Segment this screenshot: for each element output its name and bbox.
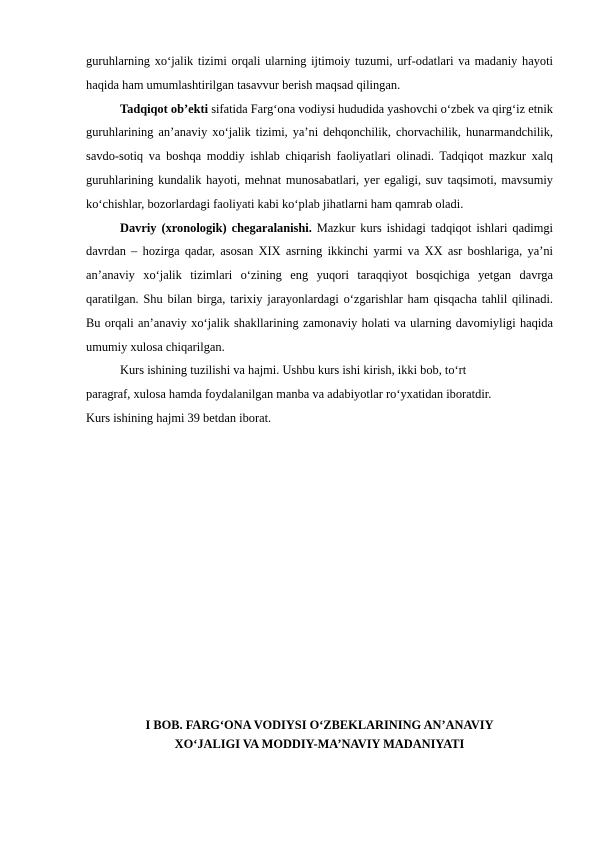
- paragraph-research-object: [86, 98, 553, 217]
- chapter-heading: [86, 716, 553, 754]
- paragraph-heading: Kurs ishining tuzilishi va hajmi.: [120, 363, 280, 378]
- chapter-heading-line: XO‘JALIGI VA MODDIY-MA’NAVIY MADANIYATI: [174, 737, 465, 751]
- paragraph-text: Ushbu kurs ishi kirish, ikki bob, to‘rt: [279, 363, 467, 378]
- body-text: [86, 50, 553, 431]
- chapter-heading-line: I BOB. FARG‘ONA VODIYSI O‘ZBEKLARINING AN’ANAVIY: [145, 718, 494, 732]
- paragraph-intro-continuation: [86, 50, 553, 98]
- paragraph-line: paragraf, xulosa hamda foydalanilgan manba va adabiyotlar ro‘yxatidan iboratdir.: [86, 387, 492, 402]
- paragraph-line: [86, 359, 553, 383]
- paragraph-heading: Davriy (xronologik) chegaralanishi.: [120, 220, 312, 235]
- paragraph-text: Mazkur kurs ishidagi tadqiqot ishlari qadimgi davrdan – hozirga qadar, asosan XIX asrning ikkinchi yarmi va XX asr boshlariga, ya’ni an’anaviy xo‘jalik tizimlari o‘zining eng yuqori taraqqiyot bosqichiga yetgan davrga qaratilgan. Shu bilan birga, tarixiy jarayonlardagi o‘zgarishlar ham qisqacha tahlil qilinadi. Bu orqali an’anaviy xo‘jalik shakllarining zamonaviy holati va ularning davomiyligi haqida umumiy xulosa chiqarilgan.: [86, 220, 553, 354]
- paragraph-heading: Tadqiqot ob’ekti: [120, 101, 209, 116]
- paragraph-text: sifatida Farg‘ona vodiysi hududida yashovchi o‘zbek va qirg‘iz etnik guruhlarining an’anaviy xo‘jalik tizimi, ya’ni dehqonchilik, chorvachilik, hunarmandchilik, savdo-sotiq va boshqa moddiy ishlab chiqarish faoliyatlari olinadi. Tadqiqot mazkur xalq guruhlarining kundalik hayoti, mehnat munosabatlari, yer egaligi, suv taqsimoti, mavsumiy ko‘chishlar, bozorlardagi faoliyati kabi ko‘plab jihatlarni ham qamrab oladi.: [86, 101, 553, 211]
- paragraph-chronological-scope: [86, 217, 553, 360]
- paragraph-line: Kurs ishining hajmi 39 betdan iborat.: [86, 410, 272, 425]
- paragraph-structure-and-volume: [86, 359, 553, 430]
- paragraph-text: guruhlarning xo‘jalik tizimi orqali ularning ijtimoiy tuzumi, urf-odatlari va madaniy hayoti haqida ham umumlashtirilgan tasavvur berish maqsad qilingan.: [86, 54, 553, 92]
